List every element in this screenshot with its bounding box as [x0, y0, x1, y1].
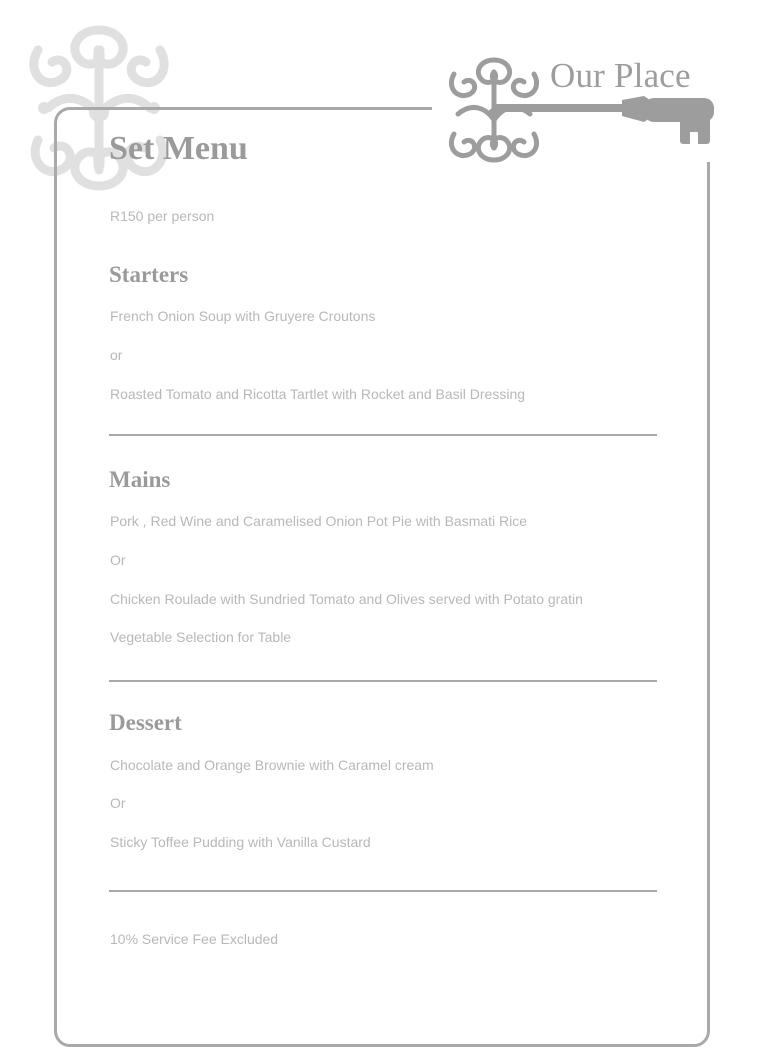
section-divider: [109, 680, 657, 682]
menu-item: Sticky Toffee Pudding with Vanilla Custard: [110, 834, 371, 850]
menu-item: Roasted Tomato and Ricotta Tartlet with Rocket and Basil Dressing: [110, 386, 526, 402]
section-heading-starters: Starters: [109, 262, 189, 287]
menu-item: Chicken Roulade with Sundried Tomato and Olives served with Potato gratin: [110, 591, 583, 607]
section-heading-mains: Mains: [109, 467, 171, 492]
menu-title: Set Menu: [109, 130, 248, 167]
menu-item-separator: or: [110, 347, 123, 363]
menu-item: Pork , Red Wine and Caramelised Onion Pot Pie with Basmati Rice: [110, 513, 528, 529]
menu-item-separator: Or: [110, 795, 126, 811]
brand-name: Our Place: [550, 56, 691, 95]
service-fee-note: 10% Service Fee Excluded: [110, 931, 279, 947]
menu-item: French Onion Soup with Gruyere Croutons: [110, 308, 376, 324]
section-heading-dessert: Dessert: [109, 710, 182, 735]
menu-item-separator: Or: [110, 552, 126, 568]
section-divider: [109, 890, 657, 892]
menu-frame: [54, 107, 710, 1047]
brand-logo: [444, 54, 720, 166]
menu-item: Vegetable Selection for Table: [110, 629, 292, 645]
section-divider: [109, 434, 657, 436]
menu-price: R150 per person: [110, 208, 215, 224]
logo-emblem-icon: [444, 54, 544, 164]
menu-item: Chocolate and Orange Brownie with Caramel cream: [110, 757, 434, 773]
